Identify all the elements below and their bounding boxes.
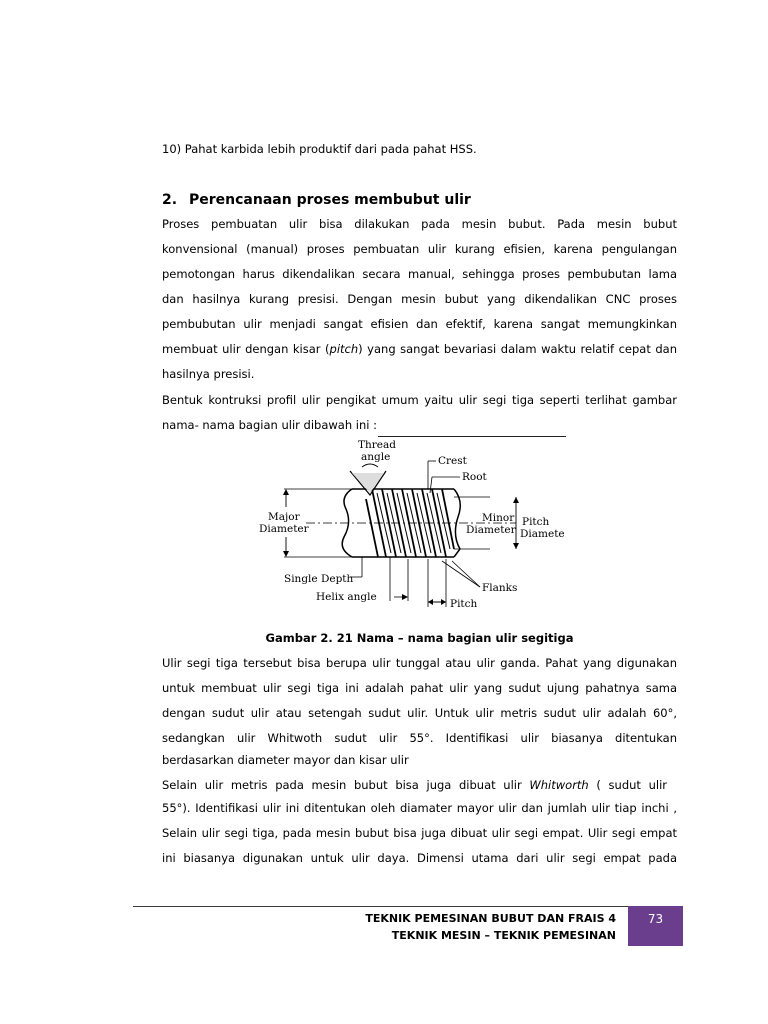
label-major-diameter: Diameter: [259, 523, 309, 535]
page-number: 73: [647, 912, 664, 926]
label-thread-angle: angle: [361, 451, 391, 463]
paragraph-line: dengan sudut ulir atau setengah sudut ulir. Untuk ulir metris sudut ulir adalah 60°,: [162, 706, 677, 720]
label-thread: Thread: [358, 439, 396, 451]
label-root: Root: [462, 471, 487, 483]
paragraph-line: Ulir segi tiga tersebut bisa berupa ulir tunggal atau ulir ganda. Pahat yang digunakan: [162, 656, 677, 670]
paragraph-line: untuk membuat ulir segi tiga ini adalah pahat ulir yang sudut ujung pahatnya sama: [162, 681, 677, 695]
label-single-depth: Single Depth: [284, 573, 354, 585]
thread-diagram: [254, 437, 566, 613]
text-segment: ( sudut ulir: [588, 778, 667, 792]
label-minor-diameter: Diameter: [466, 524, 516, 536]
label-pitch-length: Pitch: [450, 598, 478, 610]
footer-rule: [133, 906, 628, 907]
label-helix-angle: Helix angle: [316, 591, 377, 603]
section-heading: [162, 192, 471, 208]
paragraph-line: sedangkan ulir Whitwoth sudut ulir 55°. Identifikasi ulir biasanya ditentukan: [162, 731, 677, 745]
italic-term: pitch: [329, 342, 359, 356]
footer-department: TEKNIK MESIN – TEKNIK PEMESINAN: [391, 929, 616, 942]
paragraph-line: dan hasilnya kurang presisi. Dengan mesin bubut yang dikendalikan CNC proses: [162, 292, 677, 306]
figure-caption: Gambar 2. 21 Nama – nama bagian ulir segitiga: [265, 631, 574, 645]
paragraph-line: berdasarkan diameter mayor dan kisar ulir: [162, 753, 409, 767]
label-pitch-diameter: Diamete: [520, 528, 565, 540]
footer-book-title: TEKNIK PEMESINAN BUBUT DAN FRAIS 4: [365, 912, 616, 925]
text-segment: Selain ulir metris pada mesin bubut bisa juga dibuat ulir: [162, 778, 530, 792]
label-pitch: Pitch: [522, 516, 550, 528]
paragraph-line: Proses pembuatan ulir bisa dilakukan pada mesin bubut. Pada mesin bubut: [162, 217, 677, 231]
text-segment: ) yang sangat bevariasi dalam waktu relatif cepat dan: [358, 342, 677, 356]
list-item-10: 10) Pahat karbida lebih produktif dari pada pahat HSS.: [162, 142, 477, 156]
paragraph-line: hasilnya presisi.: [162, 367, 255, 381]
paragraph-line: nama- nama bagian ulir dibawah ini :: [162, 418, 377, 432]
label-crest: Crest: [438, 455, 467, 467]
label-major: Major: [268, 511, 300, 523]
section-number: 2.: [162, 192, 178, 208]
paragraph-line: ini biasanya digunakan untuk ulir daya. Dimensi utama dari ulir segi empat pada: [162, 851, 677, 865]
paragraph-line: pemotongan harus dikendalikan secara manual, sehingga proses pembubutan lama: [162, 267, 677, 281]
paragraph-line-whitworth: [162, 778, 667, 792]
paragraph-line: 55°). Identifikasi ulir ini ditentukan oleh diamater mayor ulir dan jumlah ulir tiap inchi ,: [162, 801, 677, 815]
paragraph-line: Bentuk kontruksi profil ulir pengikat umum yaitu ulir segi tiga seperti terlihat gambar: [162, 393, 677, 407]
page-number-badge: [628, 906, 683, 946]
label-flanks: Flanks: [482, 582, 518, 594]
paragraph-line: pembubutan ulir menjadi sangat efisien dan efektif, karena sangat memungkinkan: [162, 317, 677, 331]
paragraph-line: konvensional (manual) proses pembuatan ulir kurang efisien, karena pengulangan: [162, 242, 677, 256]
italic-term: Whitworth: [529, 778, 589, 792]
text-segment: membuat ulir dengan kisar (: [162, 342, 330, 356]
label-minor: Minor: [482, 512, 515, 524]
section-title: Perencanaan proses membubut ulir: [189, 192, 471, 208]
paragraph-line-pitch: [162, 342, 677, 356]
paragraph-line: Selain ulir segi tiga, pada mesin bubut bisa juga dibuat ulir segi empat. Ulir segi empat: [162, 826, 677, 840]
